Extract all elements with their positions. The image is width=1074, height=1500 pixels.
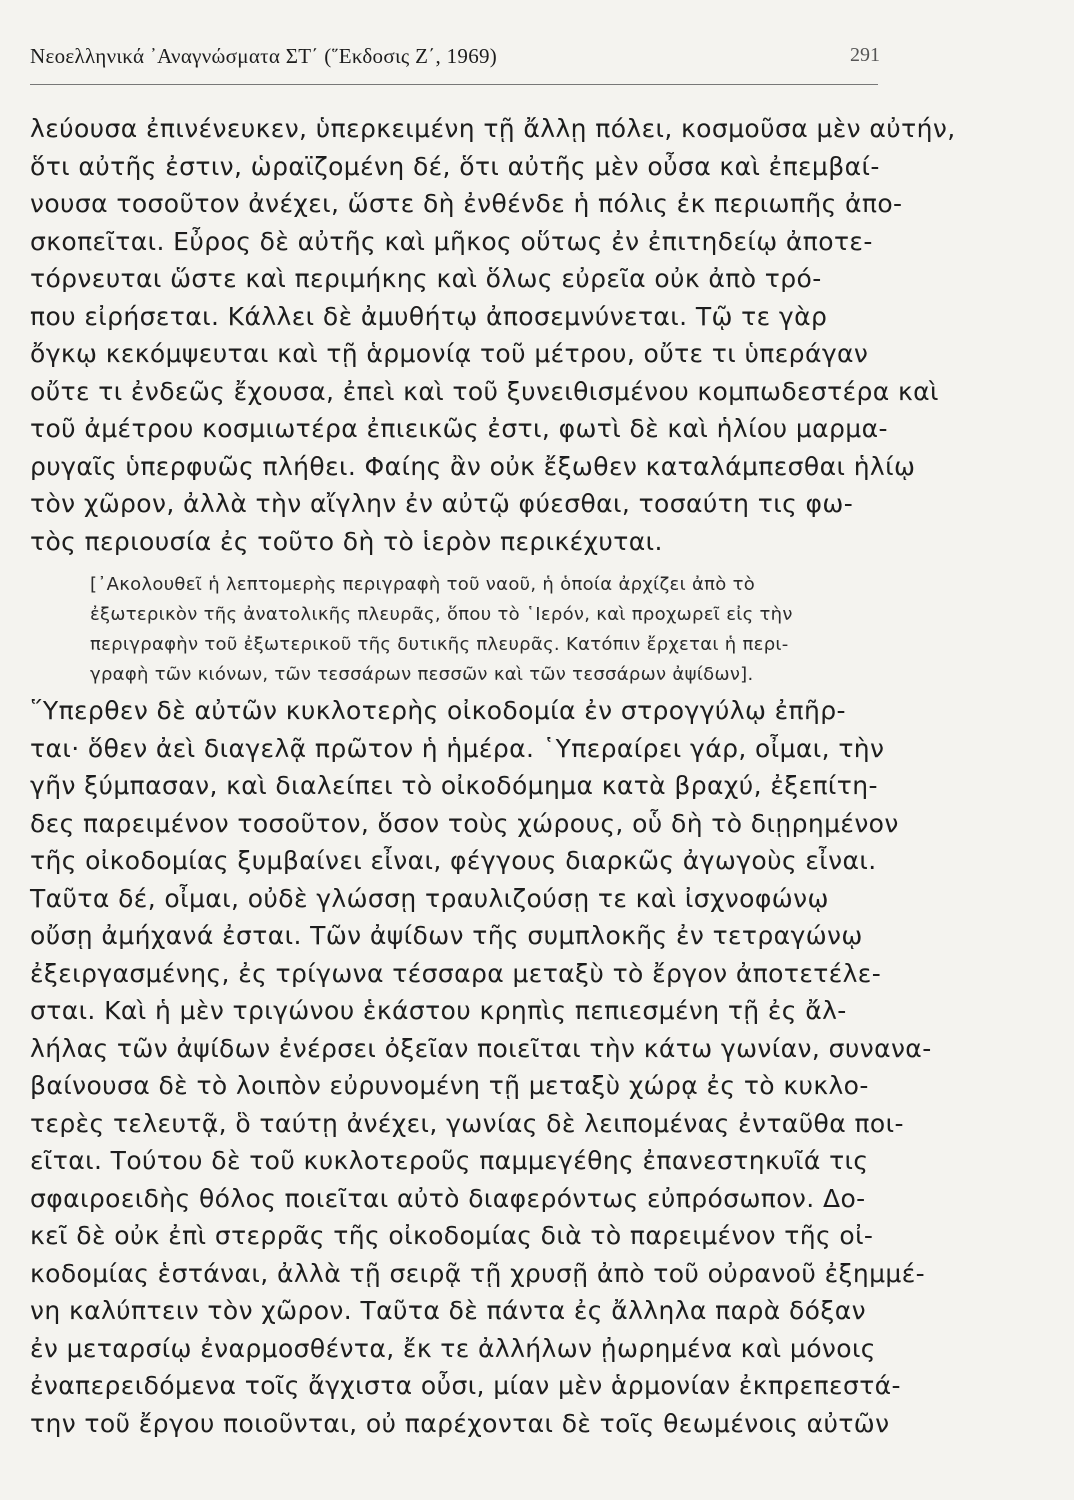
paragraph-1 [30,110,956,560]
editor-note [90,570,900,690]
text-line: ὅτι αὐτῆς ἐστιν, ὡραϊζομένη δέ, ὅτι αὐτῆς μὲν οὖσα καὶ ἐπεμβαί- [30,151,880,181]
text-line: ἐξειργασμένης, ἐς τρίγωνα τέσσαρα μεταξὺ τὸ ἔργον ἀποτετέλε- [30,958,882,988]
text-line: ἐναπερειδόμενα τοῖς ἄγχιστα οὖσι, μίαν μὲν ἁρμονίαν ἐκπρεπεστά- [30,1371,901,1400]
text-line: σφαιροειδὴς θόλος ποιεῖται αὐτὸ διαφερόντως εὐπρόσωπον. Δο- [30,1183,866,1213]
text-line: τὸν χῶρον, ἀλλὰ τὴν αἴγλην ἐν αὐτῷ φύεσθαι, τοσαύτη τις φω- [30,489,854,518]
note-line: ἐξωτερικὸν τῆς ἀνατολικῆς πλευρᾶς, ὅπου τὸ ῾Ιερόν, καὶ προχωρεῖ εἰς τὴν [90,604,793,625]
text-line: κεῖ δὲ οὐκ ἐπὶ στερρᾶς τῆς οἰκοδομίας διὰ τὸ παρειμένον τῆς οἰ- [30,1221,874,1250]
text-line: τῆς οἰκοδομίας ξυμβαίνει εἶναι, φέγγους διαρκῶς ἀγωγοὺς εἶναι. [30,846,877,875]
text-line: λεύουσα ἐπινένευκεν, ὑπερκειμένη τῇ ἄλλῃ πόλει, κοσμοῦσα μὲν αὐτήν, [30,114,956,143]
text-line: λήλας τῶν ἀψίδων ἐνέρσει ὀξεῖαν ποιεῖται τὴν κάτω γωνίαν, συνανα- [30,1033,932,1063]
text-line: νη καλύπτειν τὸν χῶρον. Ταῦτα δὲ πάντα ἐς ἄλληλα παρὰ δόξαν [30,1296,866,1325]
text-line: γῆν ξύμπασαν, καὶ διαλείπει τὸ οἰκοδόμημα κατὰ βραχύ, ἐξεπίτη- [30,771,878,800]
page-number: 291 [850,44,880,66]
note-line: [᾿Ακολουθεῖ ἡ λεπτομερὴς περιγραφὴ τοῦ ναοῦ, ἡ ὁποία ἀρχίζει ἀπὸ τὸ [90,574,756,595]
text-line: σκοπεῖται. Εὖρος δὲ αὐτῆς καὶ μῆκος οὕτως ἐν ἐπιτηδείῳ ἀποτε- [30,226,873,256]
text-line: εῖται. Τούτου δὲ τοῦ κυκλοτεροῦς παμμεγέθης ἐπανεστηκυῖά τις [30,1146,869,1175]
text-line: τερὲς τελευτᾷ, ὃ ταύτῃ ἀνέχει, γωνίας δὲ λειπομένας ἐνταῦθα ποι- [30,1108,904,1138]
text-line: ῞Υπερθεν δὲ αὐτῶν κυκλοτερὴς οἰκοδομία ἐν στρογγύλῳ ἐπῆρ- [30,696,846,725]
text-line: την τοῦ ἔργου ποιοῦνται, οὐ παρέχονται δὲ τοῖς θεωμένοις αὐτῶν [30,1408,890,1438]
running-head: Νεοελληνικά ᾿Αναγνώσματα ΣΤ΄ (῞Εκδοσις Ζ΄, 1969) [30,44,498,68]
text-line: οὔσῃ ἀμήχανά ἐσται. Τῶν ἀψίδων τῆς συμπλοκῆς ἐν τετραγώνῳ [30,921,863,950]
text-line: ὄγκῳ κεκόμψευται καὶ τῇ ἁρμονίᾳ τοῦ μέτρου, οὔτε τι ὑπεράγαν [30,339,869,368]
text-line: κοδομίας ἑστάναι, ἀλλὰ τῇ σειρᾷ τῇ χρυσῇ ἀπὸ τοῦ οὐρανοῦ ἐξημμέ- [30,1258,926,1288]
text-line: νουσα τοσοῦτον ἀνέχει, ὥστε δὴ ἐνθένδε ἡ πόλις ἐκ περιωπῆς ἀπο- [30,189,903,218]
text-line: σται. Καὶ ἡ μὲν τριγώνου ἑκάστου κρηπὶς πεπιεσμένη τῇ ἐς ἄλ- [30,996,847,1025]
paragraph-2 [30,692,932,1442]
text-line: δες παρειμένον τοσοῦτον, ὅσον τοὺς χώρους, οὗ δὴ τὸ διῃρημένον [30,808,899,838]
body-text [30,110,956,1442]
text-line: βαίνουσα δὲ τὸ λοιπὸν εὐρυνομένη τῇ μεταξὺ χώρᾳ ἐς τὸ κυκλο- [30,1071,869,1100]
text-line: τὸς περιουσία ἐς τοῦτο δὴ τὸ ἱερὸν περικέχυται. [30,526,663,556]
text-line: ἐν μεταρσίῳ ἐναρμοσθέντα, ἔκ τε ἀλλήλων ᾐωρημένα καὶ μόνοις [30,1333,876,1363]
note-line: περιγραφὴν τοῦ ἐξωτερικοῦ τῆς δυτικῆς πλευρᾶς. Κατόπιν ἔρχεται ἡ περι- [90,634,789,655]
text-line: τόρνευται ὥστε καὶ περιμήκης καὶ ὅλως εὐρεῖα οὐκ ἀπὸ τρό- [30,264,822,293]
text-line: ται· ὅθεν ἀεὶ διαγελᾷ πρῶτον ἡ ἡμέρα. ῾Υπεραίρει γάρ, οἶμαι, τὴν [30,733,885,763]
text-line: οὔτε τι ἐνδεῶς ἔχουσα, ἐπεὶ καὶ τοῦ ξυνειθισμένου κομπωδεστέρα καὶ [30,376,939,406]
text-line: που εἰρήσεται. Κάλλει δὲ ἀμυθήτῳ ἀποσεμνύνεται. Τῷ τε γὰρ [30,301,828,331]
note-line: γραφὴ τῶν κιόνων, τῶν τεσσάρων πεσσῶν καὶ τῶν τεσσάρων ἀψίδων]. [90,664,754,685]
text-line: ρυγαῖς ὑπερφυῶς πλήθει. Φαίης ἂν οὐκ ἔξωθεν καταλάμπεσθαι ἡλίῳ [30,451,916,481]
header-rule [30,84,878,85]
text-line: τοῦ ἀμέτρου κοσμιωτέρα ἐπιεικῶς ἐστι, φωτὶ δὲ καὶ ἡλίου μαρμα- [30,414,888,443]
text-line: Ταῦτα δέ, οἶμαι, οὐδὲ γλώσσῃ τραυλιζούσῃ τε καὶ ἰσχνοφώνῳ [30,883,829,913]
